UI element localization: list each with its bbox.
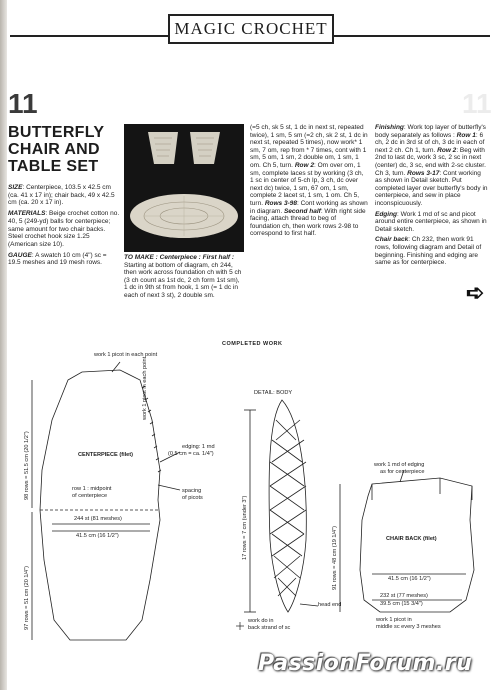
finishing-row2-text: : Beg with 2nd to last dc, work 3 sc, 2 sc in next (center) dc, 3 sc, end with 2-sc cluster. Ch 3, turn. — [375, 146, 486, 177]
cb-edging-note-2: as for centerpiece — [380, 469, 425, 475]
pattern-title: BUTTERFLY CHAIR AND TABLE SET — [8, 124, 105, 175]
cb-picot-note-2: middle sc every 3 meshes — [376, 624, 441, 630]
detail-rows: 17 rows = 7 cm (under 3") — [242, 495, 248, 560]
row2-label: Row 2 — [294, 161, 314, 169]
site-watermark: PassionForum.ru — [258, 651, 473, 676]
cp-edging: edging: 1 rnd — [182, 444, 215, 450]
row2-text: : Om over om, 1 sm, complete laces st by working (3 ch, 1 sc in center of 5-ch lp, 3 ch, dc over next dc) twice, 1 sm, 67 om, 1 sm, complete 2 lacet st, 1 sm, 1 om. Ch 5, turn. — [250, 161, 364, 207]
finishing-row1-text: : 6 ch, 2 dc in 3rd st of ch, 3 dc in each of next 2 ch. Ch 1, turn. — [375, 131, 485, 154]
cp-width: 41.5 cm (16 1/2") — [76, 533, 119, 539]
col2-text: (=5 ch, sk 5 st, 1 dc in next st, repeated twice), 1 sm, 5 sm (=2 ch, sk 2 st, 1 dc in next st, repeated 5 times), now work* 1 sm, 7 om, rep from * 7 times, cont with 1 sm, 5 om, 1 sm, 2 double om, 1 sm, 1 om. Ch 5, turn. — [250, 124, 368, 169]
completed-work-title: COMPLETED WORK — [222, 341, 283, 347]
second-half-label: Second half — [283, 207, 321, 215]
chair-back-label: Chair back — [375, 236, 409, 244]
cp-meshes: 244 st (81 meshes) — [74, 516, 122, 522]
to-make-text: Starting at bottom of diagram, ch 244, then work across foundation ch with 5 ch (3 ch count as 1st dc, 2 ch form 1st sm), 1 dc in 9th st from hook, 1 sm (= 1 dc in each of next 3 st), 2 double sm. — [124, 261, 242, 299]
gauge-text: : A swatch 10 cm (4") sc = 19.5 meshes and 19 mesh rows. — [8, 251, 107, 267]
cb-label: CHAIR BACK (filet) — [386, 536, 437, 542]
cb-base: 39.5 cm (15 3/4") — [380, 601, 423, 607]
pattern-number: 11 — [8, 88, 38, 119]
chair-back-text: : Ch 232, then work 91 rows, following diagram and Detail of beginning. Finishing and edging are same as for centerpiece. — [375, 236, 482, 267]
finishing-rows317-label: Rows 3-17 — [407, 169, 440, 177]
cp-dim-lower: 97 rows = 51 cm (20 1/4") — [24, 565, 30, 630]
finishing-rows317-text: : Cont working as shown in Detail sketch. Put completed layer over butterfly's body in centerpiece, and sew in place inconspicuously. — [375, 169, 488, 207]
finishing-row2-label: Row 2 — [437, 146, 457, 154]
cb-meshes: 232 st (77 meshes) — [380, 593, 428, 599]
rows398-label: Rows 3-98 — [264, 199, 297, 207]
finishing-label: Finishing — [375, 124, 404, 131]
cp-row1-midpoint: row 1 : midpoint — [72, 486, 112, 492]
continue-arrow-icon: ➪ — [466, 280, 485, 305]
cb-height: 91 rows = 48 cm (19 1/4") — [332, 525, 338, 590]
materials-text: : Beige crochet cotton no. 40, 5 (249-yd) balls for centerpiece; same amount for two chair backs. Steel crochet hook size 1.25 (American size 10). — [8, 210, 120, 248]
cp-label: CENTERPIECE (filet) — [78, 452, 134, 458]
cp-row1-midpoint-2: of centerpiece — [72, 493, 108, 499]
cp-picot-top-text: work 1 picot in each point — [94, 352, 158, 358]
gauge-label: GAUGE — [8, 251, 32, 259]
cb-edging-note: work 1 md of edging — [374, 462, 425, 468]
cp-picot-side-label: work 1 picot in each point — [142, 356, 148, 420]
show-through-number: 11 — [462, 88, 492, 119]
second-half-text: : With right side facing, attach thread to beg of foundation ch, then work rows 2-98 to correspond to first half. — [250, 207, 366, 238]
edging-label: Edging — [375, 210, 398, 218]
detail-label: DETAIL: BODY — [254, 390, 293, 396]
detail-work-in-back: work do in — [248, 618, 274, 624]
finishing-text: : Work top layer of butterfly's body separately as follows : — [375, 124, 486, 139]
cp-of-picots: of picots — [182, 495, 203, 501]
cb-picot-note: work 1 picot in — [376, 617, 412, 623]
rows398-text: : Cont working as shown in diagram. — [250, 199, 368, 215]
magazine-title: MAGIC CROCHET — [168, 14, 334, 44]
materials-label: MATERIALS — [8, 210, 46, 218]
cp-dim-upper: 98 rows = 51.5 cm (20 1/2") — [24, 431, 30, 500]
cp-spacing: spacing — [182, 488, 202, 494]
cp-edging-size: (0.5 cm = ca. 1/4") — [168, 451, 214, 457]
detail-head-end: head end — [318, 602, 342, 608]
detail-work-in-back-2: back strand of sc — [248, 625, 291, 631]
size-label: SIZE — [8, 184, 23, 191]
finishing-row1-label: Row 1 — [456, 131, 476, 139]
edging-text: : Work 1 md of sc and picot around entire centerpiece, as shown in Detail sketch. — [375, 210, 487, 233]
to-make-label: TO MAKE : Centerpiece : First half : — [124, 254, 235, 261]
cb-width: 41.5 cm (16 1/2") — [388, 576, 431, 582]
size-text: : Centerpiece, 103.5 x 42.5 cm (ca. 41 x 17 in); chair back, 49 x 42.5 cm (ca. 20 x 17 in). — [8, 184, 115, 207]
